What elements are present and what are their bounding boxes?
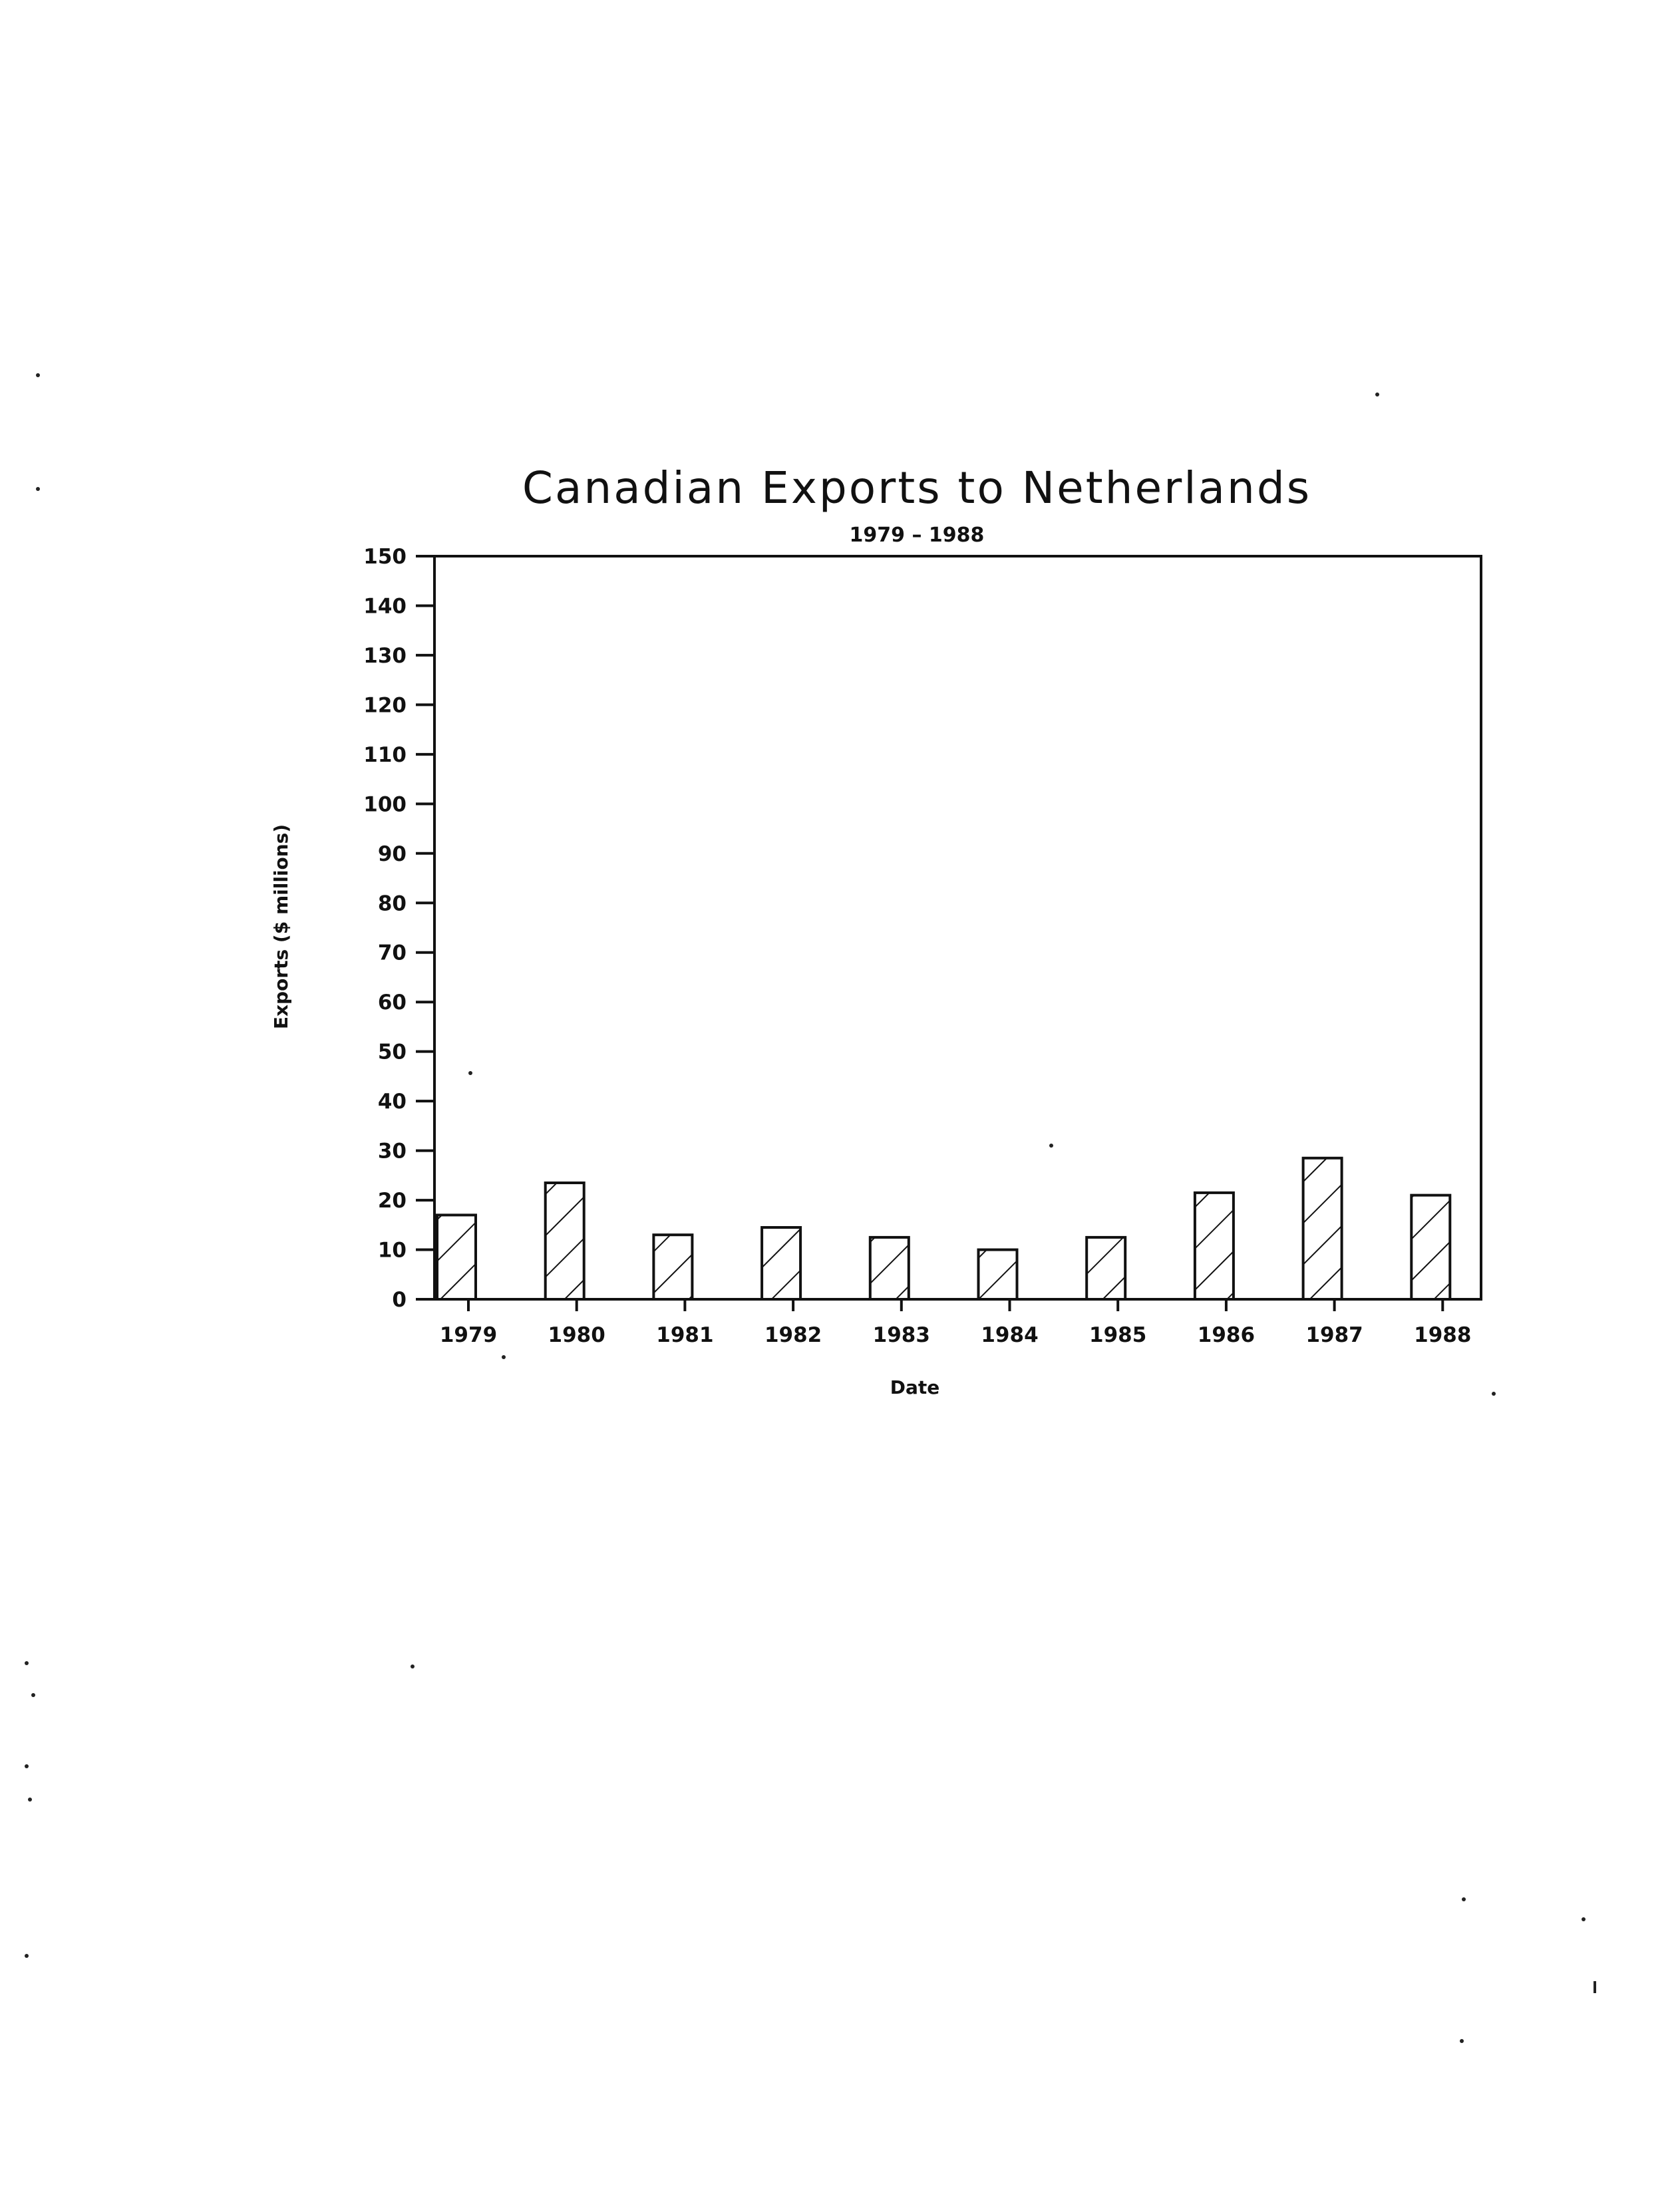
y-tick-label: 10	[377, 1238, 407, 1263]
y-axis	[363, 545, 434, 1312]
x-tick-label: 1980	[548, 1323, 605, 1347]
x-tick-label: 1982	[764, 1323, 822, 1347]
scan-speck	[25, 1661, 29, 1665]
y-tick-label: 120	[363, 693, 407, 718]
scan-speck	[1460, 2039, 1464, 2043]
bar-1983	[870, 1237, 909, 1299]
bars-group	[437, 1158, 1450, 1299]
bar-1984	[979, 1250, 1017, 1299]
x-axis-title: Date	[890, 1376, 940, 1398]
scan-speck	[36, 373, 40, 377]
y-axis-title: Exports ($ millions)	[270, 824, 292, 1030]
bar-1979	[437, 1215, 476, 1299]
bar-1985	[1087, 1237, 1125, 1299]
x-tick-label: 1984	[981, 1323, 1039, 1347]
scan-speck	[31, 1693, 35, 1697]
x-tick-label: 1988	[1414, 1323, 1472, 1347]
y-tick-label: 110	[363, 742, 407, 767]
bar-1988	[1411, 1195, 1450, 1299]
scan-speck	[1462, 1897, 1466, 1901]
x-tick-label: 1987	[1305, 1323, 1363, 1347]
y-tick-label: 90	[377, 842, 407, 866]
y-tick-label: 0	[392, 1288, 407, 1312]
y-tick-label: 140	[363, 594, 407, 619]
y-tick-label: 20	[377, 1189, 407, 1213]
y-tick-label: 150	[363, 545, 407, 569]
x-tick-label: 1981	[656, 1323, 714, 1347]
scan-speck	[36, 487, 40, 491]
scan-speck	[1582, 1917, 1586, 1921]
x-tick-label: 1985	[1089, 1323, 1147, 1347]
x-tick-label: 1983	[872, 1323, 930, 1347]
bar-1986	[1195, 1193, 1234, 1299]
y-tick-label: 30	[377, 1139, 407, 1164]
y-tick-label: 40	[377, 1090, 407, 1114]
y-tick-label: 80	[377, 891, 407, 916]
y-tick-label: 60	[377, 991, 407, 1015]
scan-speck	[468, 1071, 472, 1075]
scan-speck	[1594, 1981, 1596, 1993]
scan-speck	[1375, 393, 1379, 396]
scan-speck	[411, 1664, 415, 1668]
x-axis	[440, 1299, 1472, 1347]
scan-speck	[1492, 1392, 1496, 1396]
x-tick-label: 1979	[439, 1323, 498, 1347]
scan-speck	[502, 1355, 506, 1359]
scan-speck	[28, 1798, 32, 1802]
chart-subtitle: 1979 – 1988	[849, 524, 985, 547]
y-tick-label: 70	[377, 941, 407, 965]
scan-speck	[25, 1764, 29, 1768]
y-tick-label: 100	[363, 792, 407, 817]
scan-speck	[25, 1954, 29, 1958]
bar-1982	[762, 1227, 800, 1299]
y-tick-label: 50	[377, 1040, 407, 1064]
bar-1981	[653, 1235, 692, 1299]
scan-speck	[1049, 1144, 1053, 1148]
bar-1980	[546, 1183, 584, 1299]
y-tick-label: 130	[363, 643, 407, 668]
bar-1987	[1303, 1158, 1342, 1299]
x-tick-label: 1986	[1197, 1323, 1256, 1347]
chart-title: Canadian Exports to Netherlands	[522, 462, 1312, 514]
